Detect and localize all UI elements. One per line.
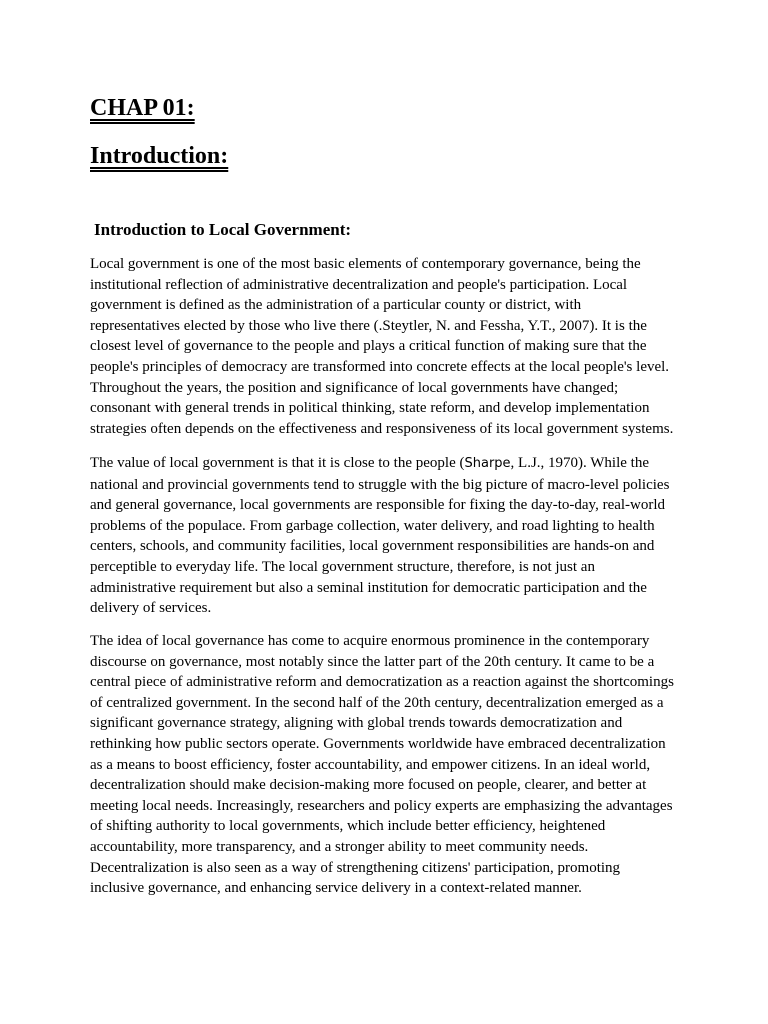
chapter-title: CHAP 01:	[90, 95, 195, 121]
paragraph-line: Decentralization is also seen as a way of strengthening citizens' participation, promoting	[90, 859, 621, 876]
paragraph-2	[90, 453, 682, 619]
paragraph-line: perceptible to everyday life. The local government structure, therefore, is not just an	[90, 558, 595, 575]
paragraph-line: delivery of services.	[90, 600, 212, 617]
paragraph-line: discourse on governance, most notably since the latter part of the 20th century. It came to be a	[90, 653, 655, 670]
paragraph-line: consonant with general trends in political thinking, state reform, and develop implementation	[90, 400, 650, 417]
paragraph-line: government is defined as the administration of a particular county or district, with	[90, 297, 582, 314]
paragraph-line: and general governance, local governments are responsible for fixing the day-to-day, real-world	[90, 497, 666, 514]
paragraph-line: inclusive governance, and enhancing service delivery in a context-related manner.	[90, 880, 582, 897]
paragraph-line: centers, schools, and community facilities, local government responsibilities are hands-on and	[90, 538, 655, 555]
paragraph-line: national and provincial governments tend to struggle with the big picture of macro-level policies	[90, 476, 670, 493]
section-heading: Introduction to Local Government:	[94, 220, 352, 239]
line-text: The value of local government is that it is close to the people (	[90, 455, 465, 471]
paragraph-line: institutional reflection of administrative decentralization and people's participation. Local	[90, 276, 628, 293]
paragraph-line: accountability, more transparency, and a stronger ability to meet community needs.	[90, 838, 589, 855]
introduction-title: Introduction:	[90, 143, 229, 169]
paragraph-line: people's principles of democracy are transformed into concrete effects at the local people's level.	[90, 358, 670, 375]
paragraph-line: Local government is one of the most basic elements of contemporary governance, being the	[90, 256, 641, 272]
paragraph-line: closest level of governance to the people and plays a critical function of making sure that the	[90, 338, 647, 355]
paragraph-line: problems of the populace. From garbage collection, water delivery, and road lighting to health	[90, 517, 655, 534]
paragraph-line: meeting local needs. Increasingly, researchers and policy experts are emphasizing the advantages	[90, 797, 673, 814]
paragraph-line: The idea of local governance has come to acquire enormous prominence in the contemporary	[90, 633, 650, 649]
paragraph-1	[90, 254, 682, 439]
paragraph-line: administrative requirement but also a seminal institution for democratic participation and the	[90, 579, 647, 596]
paragraph-line: of shifting authority to local governments, which include better efficiency, heightened	[90, 818, 606, 835]
paragraph-line: of centralized government. In the second half of the 20th century, decentralization emerged as a	[90, 694, 664, 711]
paragraph-3	[90, 631, 682, 899]
paragraph-line: Throughout the years, the position and significance of local governments have changed;	[90, 379, 619, 396]
paragraph-line: decentralization should make decision-making more focused on people, clearer, and better at	[90, 777, 647, 794]
paragraph-line	[90, 453, 682, 475]
line-text: , L.J., 1970). While the	[510, 455, 649, 471]
paragraph-line: as a means to boost efficiency, foster accountability, and empower citizens. In an ideal world,	[90, 756, 651, 773]
paragraph-line: strategies often depends on the effectiveness and responsiveness of its local government systems.	[90, 420, 674, 437]
citation-author: Sharpe	[464, 456, 511, 471]
paragraph-line: representatives elected by those who live there (.Steytler, N. and Fessha, Y.T., 2007). It is the	[90, 317, 647, 334]
paragraph-line: significant governance strategy, aligning with global trends towards democratization and	[90, 715, 623, 732]
paragraph-line: central piece of administrative reform and democratization as a reaction against the shortcomings	[90, 674, 674, 691]
paragraph-line: rethinking how public sectors operate. Governments worldwide have embraced decentralization	[90, 735, 666, 752]
